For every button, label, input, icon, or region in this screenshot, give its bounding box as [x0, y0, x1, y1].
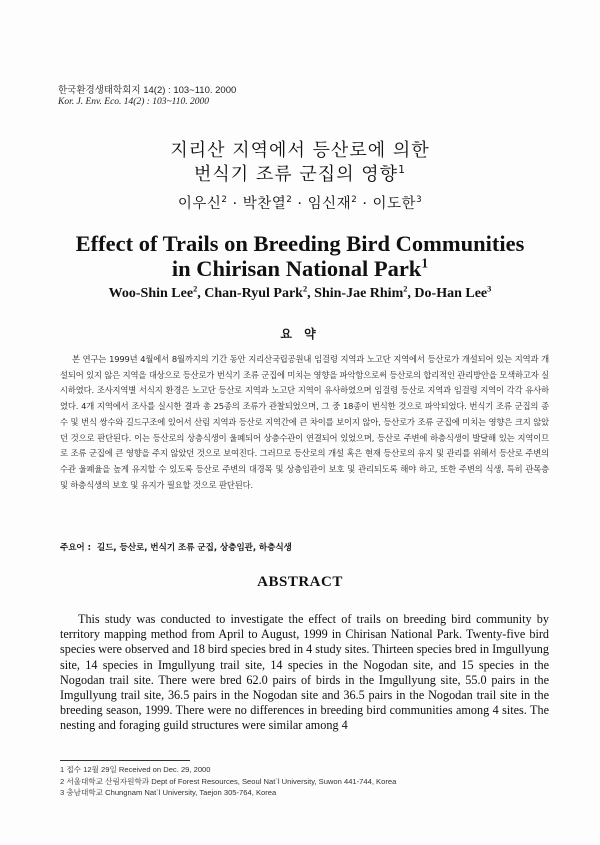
keywords-label: 주요어 : [60, 543, 91, 553]
english-author: Shin-Jae Rhim [314, 286, 404, 301]
footnotes [60, 764, 549, 799]
english-author: Do-Han Lee [414, 286, 488, 301]
footnote: 1 접수 12월 29일 Received on Dec. 29, 2000 [60, 765, 211, 774]
english-author: Chan-Ryul Park [204, 286, 303, 301]
korean-author: 이도한 [372, 196, 417, 212]
korean-author-affiliation: 2 [351, 195, 358, 206]
english-title-line-2-text: in Chirisan National Park [171, 256, 422, 281]
journal-citation-korean: 한국환경생태학회지 14(2) : 103~110. 2000 [58, 85, 237, 96]
korean-author: 박찬열 [242, 196, 287, 212]
korean-abstract-heading: 요 약 [280, 327, 320, 341]
english-title-line-2 [0, 256, 600, 282]
english-author-affiliation: 2 [193, 284, 198, 294]
korean-title-footnote-mark: 1 [398, 163, 406, 176]
footnote-divider [60, 760, 190, 761]
footnote: 2 서울대학교 산림자원학과 Dept of Forest Resources, Seoul Nat`l University, Suwon 441-744, Korea [60, 776, 397, 786]
author-separator: · [292, 196, 308, 212]
keywords-text: 길드, 등산로, 번식기 조류 군집, 상층임관, 하층식생 [97, 543, 292, 553]
english-author-separator: , [407, 286, 415, 301]
english-title-line-1: Effect of Trails on Breeding Bird Communities [75, 231, 525, 256]
english-author-affiliation: 2 [302, 284, 308, 294]
english-author-affiliation: 3 [487, 284, 492, 294]
author-separator: · [227, 196, 243, 212]
english-author-separator: , [307, 286, 315, 301]
korean-author-affiliation: 2 [221, 195, 228, 206]
footnote: 3 충남대학교 Chungnam Nat`l University, Taejon 305-764, Korea [60, 788, 277, 798]
korean-author-affiliation: 3 [416, 195, 423, 206]
korean-authors [0, 192, 600, 213]
korean-title-line-1: 지리산 지역에서 등산로에 의한 [170, 140, 430, 161]
korean-author: 임신재 [307, 196, 352, 212]
english-author-affiliation: 2 [403, 284, 408, 294]
korean-abstract-body: 본 연구는 1999년 4월에서 8월까지의 기간 동안 지리산국립공원내 임걸령 지역과 노고단 지역에서 등산로가 개설되어 있는 지역과 개설되어 있지 않은 지역을 대상으로 등산로가 번식기 조류 군집에 미치는 영향을 파악함으로써 등산로의 합리적인 관리방안을 모색하고자 실시하였다. 조사지역별 서식지 환경은 노고단 등산로 지역과 노고단 지역이 유사하였으며 임걸령 등산로 지역과 임걸령 지역이 각각 유사하였다. 4개 지역에서 조사를 실시한 결과 총 25종의 조류가 관찰되었으며, 그 중 18종이 번식한 것으로 파악되었다. 번식기 조류 군집의 종 수 및 번식 쌍수와 길드구조에 있어서 산림 지역과 등산로 지역간에 큰 차이를 보이지 않아, 등산로가 조류 군집에 미치는 영향은 크지 않았던 것으로 판단된다. 이는 등산로의 상층식생이 울폐되어 상층수관이 연결되어 있었으며, 등산로 주변에 하층식생이 발달해 있는 지역이므로 조류 군집에 큰 영향을 주지 않았던 것으로 보여진다. 그러므로 등산로의 개설 혹은 현재 등산로의 유지 및 관리를 위해서 등산로 주변의 수관 울폐율을 높게 유지할 수 있도록 등산로 주변의 대경목 및 상층임관이 보호 및 관리되도록 해야 하고, 또한 주변의 식생, 특히 관목층 및 하층식생의 보호 및 유지가 필요할 것으로 판단된다. [60, 354, 549, 490]
abstract-heading: ABSTRACT [257, 574, 343, 590]
english-authors [0, 286, 600, 302]
english-author: Woo-Shin Lee [108, 286, 194, 301]
author-separator: · [357, 196, 373, 212]
english-title-footnote-mark: 1 [421, 255, 429, 271]
korean-author-affiliation: 2 [286, 195, 293, 206]
korean-title-line-2-text: 번식기 조류 군집의 영향 [194, 164, 399, 185]
korean-author: 이우신 [177, 196, 222, 212]
abstract-body: This study was conducted to investigate the effect of trails on breeding bird community by territory mapping method from April to August, 1999 in Chirisan National Park. Twenty-five bird species were observed and 18 bird species bred in 4 study sites. Thirteen species bred in Imgullyung site, 14 species in Imgullyung trail site, 14 species in the Nogodan site, and 15 species in the Nogodan trail site. There were bred 62.0 pairs of birds in the Imgullyung site, 55.0 pairs in the Imgullyung trail site, 36.5 pairs in the Nogodan site and 36.5 pairs in the Nogodan trail site in the breeding season, 1999. There were no differences in breeding bird communities among 4 sites. The nesting and foraging guild structures were similar among 4 [60, 612, 549, 733]
korean-keywords [60, 541, 292, 553]
english-author-separator: , [197, 286, 205, 301]
korean-title-line-2 [0, 160, 600, 186]
journal-citation-english: Kor. J. Env. Eco. 14(2) : 103~110. 2000 [58, 97, 209, 107]
